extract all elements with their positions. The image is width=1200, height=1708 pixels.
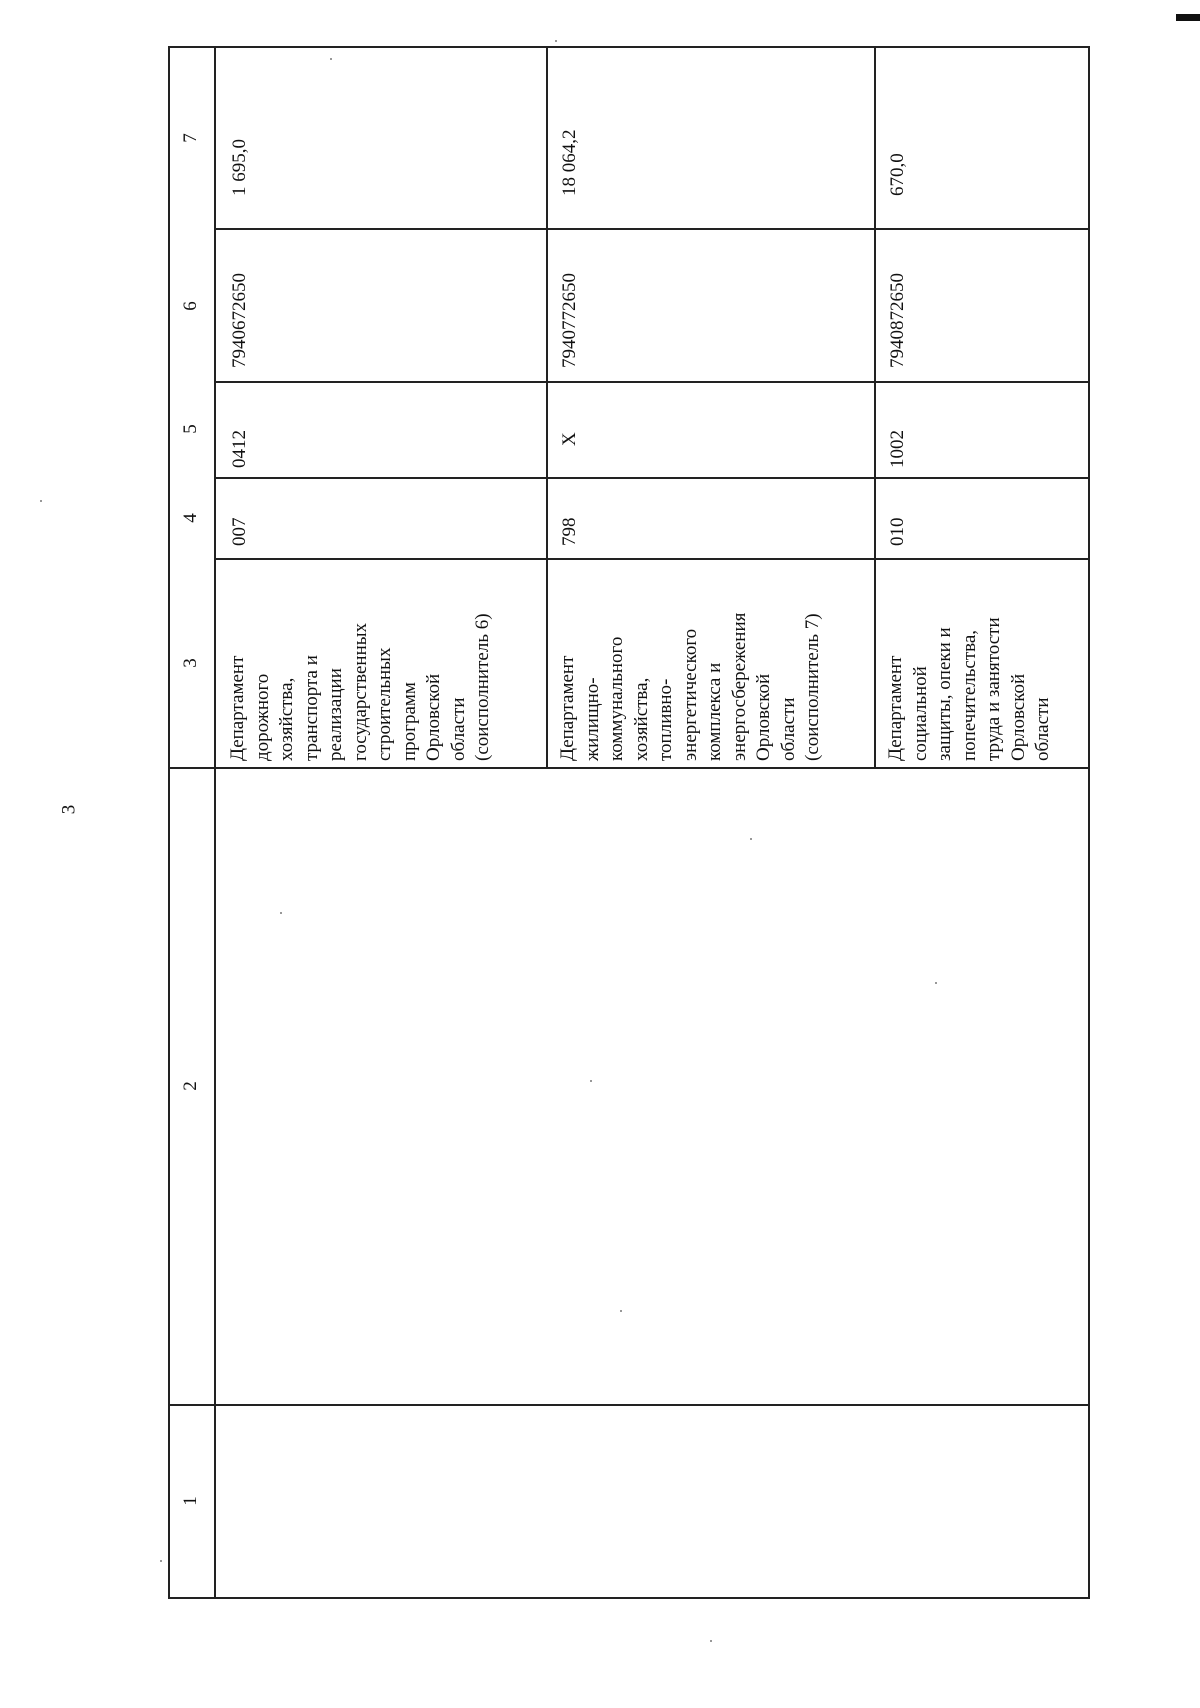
scan-speck [160, 1560, 162, 1562]
scan-speck [280, 912, 282, 914]
scan-speck [710, 1640, 712, 1642]
header-col-3: 3 [180, 658, 201, 668]
scan-speck [750, 838, 752, 840]
row2-department-name: Департамент жилищно- коммунального хозяйства, топливно- энергетического комплекса и энергосбережения Орловской области (соисполнитель 7) [557, 612, 823, 761]
column-divider-3-2 [168, 767, 1090, 769]
column-divider-4-3 [214, 558, 1090, 560]
header-col-1: 1 [180, 1496, 201, 1506]
row-divider-2-3 [874, 46, 876, 767]
row-divider-1-2 [546, 46, 548, 767]
row2-department-code: 798 [559, 517, 580, 546]
scan-speck [935, 982, 937, 984]
row1-section-code: 0412 [229, 430, 250, 468]
row3-department-name: Департамент социальной защиты, опеки и попечительства, труда и занятости Орловской области [885, 617, 1053, 761]
row1-target-article: 7940672650 [229, 273, 250, 368]
row3-department-code: 010 [887, 517, 908, 546]
scan-edge-mark [1176, 14, 1200, 21]
row2-amount: 18 064,2 [559, 129, 580, 196]
column-divider-5-4 [214, 477, 1090, 479]
table-border-bottom [168, 1597, 1090, 1599]
row3-section-code: 1002 [887, 430, 908, 468]
table-border-top [168, 46, 1090, 48]
scan-speck [620, 1310, 622, 1312]
row2-target-article: 7940772650 [559, 273, 580, 368]
row3-amount: 670,0 [887, 153, 908, 196]
row3-target-article: 7940872650 [887, 273, 908, 368]
rotated-table [168, 46, 1090, 1599]
header-row-divider [214, 46, 216, 1599]
column-divider-6-5 [214, 381, 1090, 383]
scan-speck [555, 40, 557, 42]
scan-speck [40, 500, 42, 502]
header-col-7: 7 [180, 133, 201, 143]
header-col-6: 6 [180, 301, 201, 311]
header-col-2: 2 [180, 1081, 201, 1091]
row1-department-name: Департамент дорожного хозяйства, транспорта и реализации государственных строительных программ Орловской области (соисполнитель 6) [227, 613, 493, 761]
row1-department-code: 007 [229, 517, 250, 546]
row2-section-code: Х [559, 432, 580, 446]
scan-speck [590, 1080, 592, 1082]
row1-amount: 1 695,0 [229, 139, 250, 196]
column-divider-7-6 [214, 228, 1090, 230]
table-border-left [168, 46, 170, 1599]
column-divider-2-1 [168, 1404, 1090, 1406]
page-number: 3 [58, 804, 80, 815]
header-col-5: 5 [180, 424, 201, 434]
header-col-4: 4 [180, 513, 201, 523]
table-border-right [1088, 46, 1090, 1599]
scan-speck [330, 58, 332, 60]
